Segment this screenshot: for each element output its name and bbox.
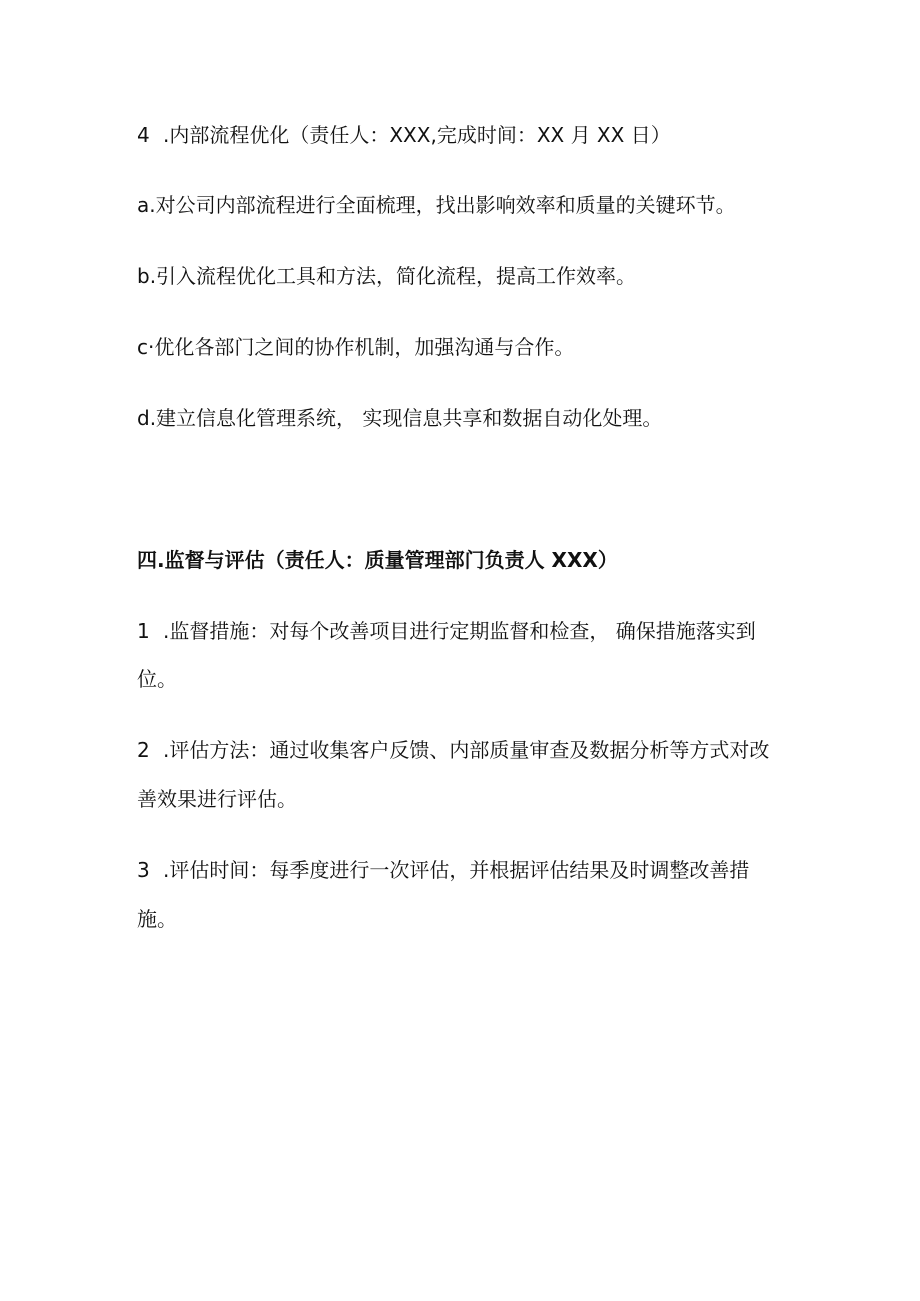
list-item-d: d.建立信息化管理系统， 实现信息共享和数据自动化处理。: [137, 406, 663, 430]
item-3-text: .评估时间：每季度进行一次评估，并根据评估结果及时调整改善措: [163, 858, 750, 882]
item-1-text: .监督措施：对每个改善项目进行定期监督和检查， 确保措施落实到: [163, 619, 756, 643]
item-3-number: 3: [137, 858, 150, 882]
section-4-heading: [137, 121, 671, 149]
list-item-c: c·优化各部门之间的协作机制，加强沟通与合作。: [137, 335, 575, 359]
item-1-number: 1: [137, 619, 150, 643]
list-item-1-line1: [137, 617, 756, 645]
list-item-a: a.对公司内部流程进行全面梳理，找出影响效率和质量的关键环节。: [137, 193, 736, 217]
section-4-number: 4: [137, 123, 150, 147]
list-item-3-line2: 施。: [137, 907, 177, 931]
section-iv-heading: 四.监督与评估（责任人：质量管理部门负责人 XXX）: [137, 548, 618, 572]
list-item-2-line1: [137, 736, 769, 764]
list-item-3-line1: [137, 856, 749, 884]
item-2-text: .评估方法：通过收集客户反馈、内部质量审查及数据分析等方式对改: [163, 738, 770, 762]
section-4-title: .内部流程优化（责任人：XXX,完成时间：XX 月 XX 日）: [163, 123, 671, 147]
list-item-1-line2: 位。: [137, 667, 177, 691]
item-2-number: 2: [137, 738, 150, 762]
list-item-b: b.引入流程优化工具和方法，简化流程，提高工作效率。: [137, 264, 637, 288]
list-item-2-line2: 善效果进行评估。: [137, 787, 297, 811]
